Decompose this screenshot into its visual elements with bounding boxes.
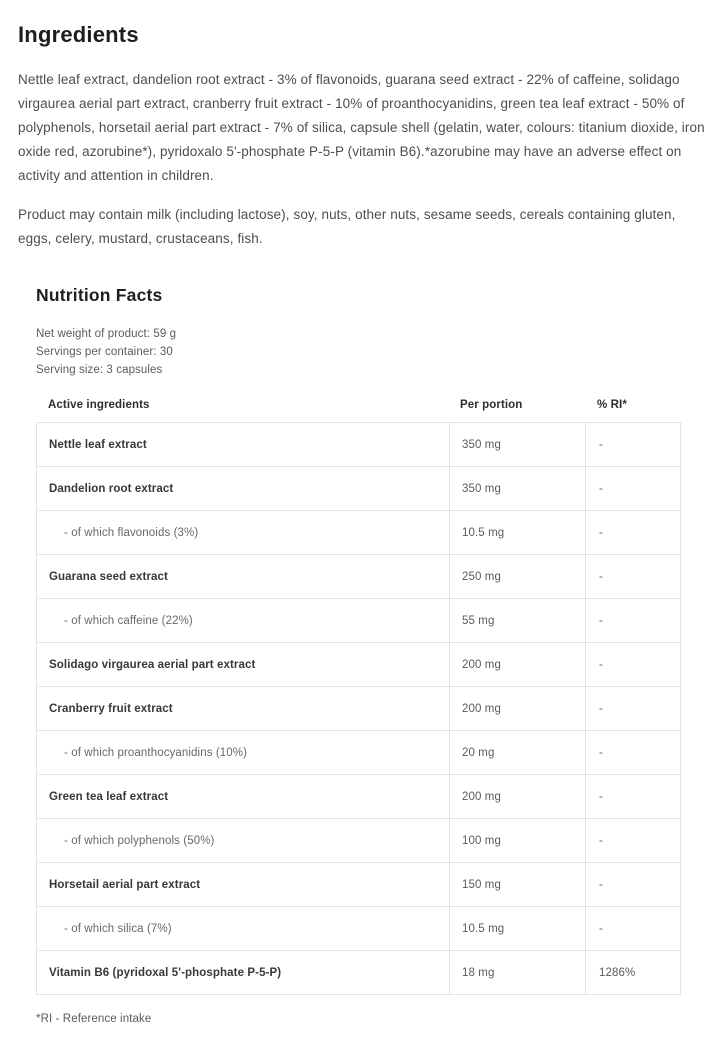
ri-value: - [585,863,680,906]
ri-value: - [585,511,680,554]
ingredient-name: - of which flavonoids (3%) [64,526,199,539]
table-row [37,951,680,995]
per-portion-value: 200 mg [449,643,585,686]
ingredient-name: Solidago virgaurea aerial part extract [49,658,256,671]
column-header-active-ingredients: Active ingredients [48,399,150,411]
ingredient-name: - of which silica (7%) [64,922,172,935]
servings-per-container-text: Servings per container: 30 [36,346,173,358]
table-row [37,599,680,643]
ingredient-name: - of which proanthocyanidins (10%) [64,746,248,759]
ingredient-name: - of which polyphenols (50%) [64,834,215,847]
ingredient-name: Horsetail aerial part extract [49,878,201,891]
ri-value: - [585,555,680,598]
per-portion-value: 18 mg [449,951,585,994]
nutrition-facts-heading: Nutrition Facts [36,285,163,305]
ingredient-name: Dandelion root extract [49,482,174,495]
per-portion-value: 250 mg [449,555,585,598]
table-row [37,467,680,511]
active-ingredients-table [36,399,681,995]
ingredient-name: - of which caffeine (22%) [64,614,193,627]
table-row [37,423,680,467]
ingredients-section [18,22,705,251]
table-row [37,555,680,599]
per-portion-value: 200 mg [449,687,585,730]
ri-value: - [585,731,680,774]
ingredient-name: Guarana seed extract [49,570,168,583]
table-row [37,511,680,555]
nutrition-facts-section [36,285,705,1025]
ri-value: 1286% [585,951,680,994]
net-weight-text: Net weight of product: 59 g [36,328,177,340]
per-portion-value: 150 mg [449,863,585,906]
table-row [37,863,680,907]
ingredients-heading: Ingredients [18,22,139,47]
ingredient-name: Nettle leaf extract [49,438,147,451]
ri-value: - [585,643,680,686]
ri-value: - [585,599,680,642]
per-portion-value: 350 mg [449,467,585,510]
per-portion-value: 20 mg [449,731,585,774]
per-portion-value: 350 mg [449,423,585,466]
per-portion-value: 55 mg [449,599,585,642]
ri-value: - [585,775,680,818]
ingredient-name: Cranberry fruit extract [49,702,173,715]
table-row [37,819,680,863]
per-portion-value: 100 mg [449,819,585,862]
serving-info [36,325,705,379]
ingredient-name: Green tea leaf extract [49,790,169,803]
ingredients-text: Nettle leaf extract, dandelion root extract - 3% of flavonoids, guarana seed extract - 22% of caffeine, solidago virgaurea aerial part extract, cranberry fruit extract - 10% of proanthocyanidins, green tea leaf extract - 50% of polyphenols, horsetail aerial part extract - 7% of silica, capsule shell (gelatin, water, colours: titanium dioxide, iron oxide red, azorubine*), pyridoxalo 5'-phosphate P-5-P (vitamin B6).*azorubine may have an adverse effect on activity and attention in children. [18,72,705,183]
ingredient-name: Vitamin B6 (pyridoxal 5'-phosphate P-5-P) [49,966,282,979]
table-header-row [36,399,681,422]
per-portion-value: 10.5 mg [449,511,585,554]
table-body [36,422,681,995]
table-row [37,907,680,951]
ri-value: - [585,423,680,466]
ri-value: - [585,907,680,950]
column-header-percent-ri: % RI* [597,399,627,411]
allergen-text: Product may contain milk (including lactose), soy, nuts, other nuts, sesame seeds, cereals containing gluten, eggs, celery, mustard, crustaceans, fish. [18,207,676,246]
table-row [37,775,680,819]
ri-value: - [585,819,680,862]
table-row [37,643,680,687]
reference-intake-footnote: *RI - Reference intake [36,1013,152,1025]
per-portion-value: 200 mg [449,775,585,818]
ri-value: - [585,687,680,730]
per-portion-value: 10.5 mg [449,907,585,950]
table-row [37,731,680,775]
ri-value: - [585,467,680,510]
column-header-per-portion: Per portion [460,399,523,411]
serving-size-text: Serving size: 3 capsules [36,364,163,376]
table-row [37,687,680,731]
